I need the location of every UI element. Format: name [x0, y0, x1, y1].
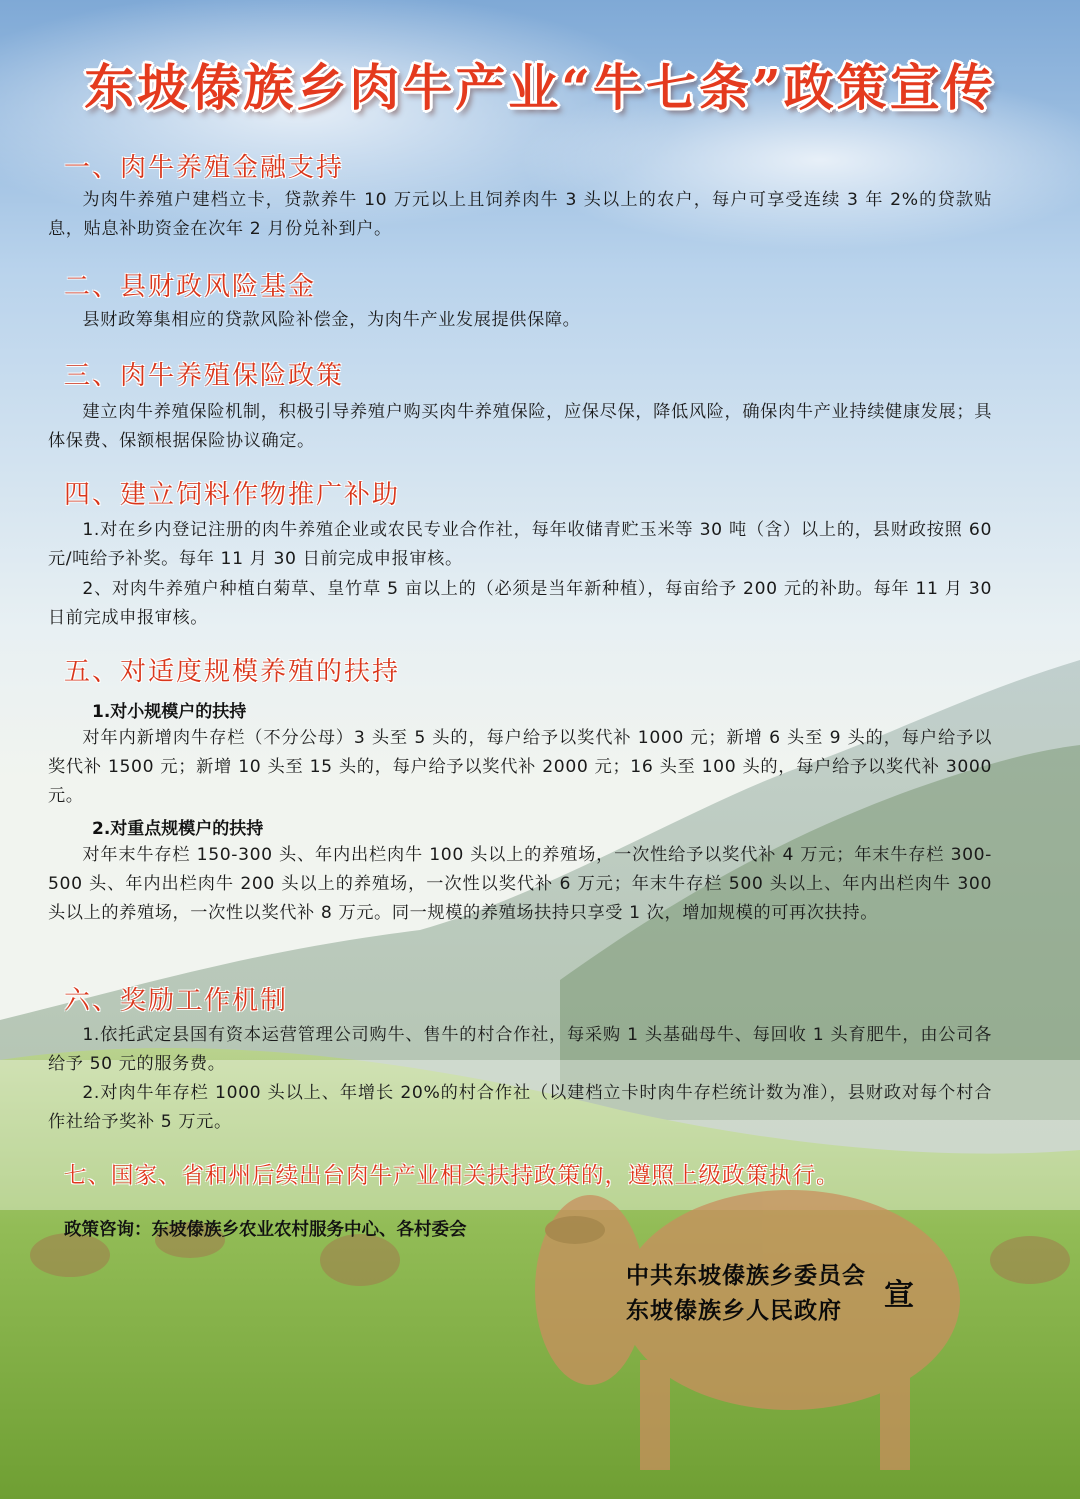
section-5-paragraph-1: 对年内新增肉牛存栏（不分公母）3 头至 5 头的，每户给予以奖代补 1000 元；新增 6 头至 9 头的，每户给予以奖代补 1500 元；新增 10 头至 15 头的，每户给予以奖代补 2000 元；16 头至 100 头的，每户给予以奖代补 3000 元。 — [48, 728, 992, 806]
section-3-heading: 三、肉牛养殖保险政策 — [64, 361, 345, 391]
signature-party-committee: 中共东坡傣族乡委员会 — [626, 1262, 866, 1289]
section-6-paragraph-1: 1.依托武定县国有资本运营管理公司购牛、售牛的村合作社，每采购 1 头基础母牛、每回收 1 头育肥牛，由公司各给予 50 元的服务费。 — [48, 1025, 992, 1074]
section-5-paragraph-2: 对年末牛存栏 150-300 头、年内出栏肉牛 100 头以上的养殖场，一次性给予以奖代补 4 万元；年末牛存栏 300-500 头、年内出栏肉牛 200 头以上的养殖场，一次性以奖代补 6 万元；年末牛存栏 500 头以上、年内出栏肉牛 300 头以上的养殖场，一次性以奖代补 8 万元。同一规模的养殖场扶持只享受 1 次，增加规模的可再次扶持。 — [48, 845, 992, 923]
section-1-paragraph: 为肉牛养殖户建档立卡，贷款养牛 10 万元以上且饲养肉牛 3 头以上的农户，每户可享受连续 3 年 2%的贷款贴息，贴息补助资金在次年 2 月份兑补到户。 — [48, 190, 992, 239]
section-4-heading: 四、建立饲料作物推广补助 — [64, 480, 401, 510]
section-2-heading: 二、县财政风险基金 — [64, 272, 317, 302]
section-5-heading: 五、对适度规模养殖的扶持 — [64, 657, 401, 687]
signature-suffix: 宣 — [884, 1278, 914, 1313]
consultation-line: 政策咨询：东坡傣族乡农业农村服务中心、各村委会 — [64, 1220, 467, 1240]
section-1-heading: 一、肉牛养殖金融支持 — [64, 153, 345, 183]
page-title: 东坡傣族乡肉牛产业“牛七条”政策宣传 — [84, 58, 996, 117]
section-4-paragraph-1: 1.对在乡内登记注册的肉牛养殖企业或农民专业合作社，每年收储青贮玉米等 30 吨（含）以上的，县财政按照 60 元/吨给予补奖。每年 11 月 30 日前完成申报审核。 — [48, 520, 992, 569]
section-5-subheading-1: 1.对小规模户的扶持 — [92, 702, 247, 722]
signature-township-government: 东坡傣族乡人民政府 — [626, 1297, 842, 1324]
section-2-paragraph: 县财政筹集相应的贷款风险补偿金，为肉牛产业发展提供保障。 — [82, 310, 581, 330]
section-7-heading: 七、国家、省和州后续出台肉牛产业相关扶持政策的，遵照上级政策执行。 — [64, 1163, 840, 1189]
section-3-paragraph: 建立肉牛养殖保险机制，积极引导养殖户购买肉牛养殖保险，应保尽保，降低风险，确保肉牛产业持续健康发展；具体保费、保额根据保险协议确定。 — [48, 402, 992, 451]
section-6-heading: 六、奖励工作机制 — [64, 986, 289, 1016]
section-6-paragraph-2: 2.对肉牛年存栏 1000 头以上、年增长 20%的村合作社（以建档立卡时肉牛存栏统计数为准），县财政对每个村合作社给予奖补 5 万元。 — [48, 1083, 992, 1132]
section-5-subheading-2: 2.对重点规模户的扶持 — [92, 819, 264, 839]
section-4-paragraph-2: 2、对肉牛养殖户种植白菊草、皇竹草 5 亩以上的（必须是当年新种植），每亩给予 200 元的补助。每年 11 月 30 日前完成申报审核。 — [48, 579, 992, 628]
